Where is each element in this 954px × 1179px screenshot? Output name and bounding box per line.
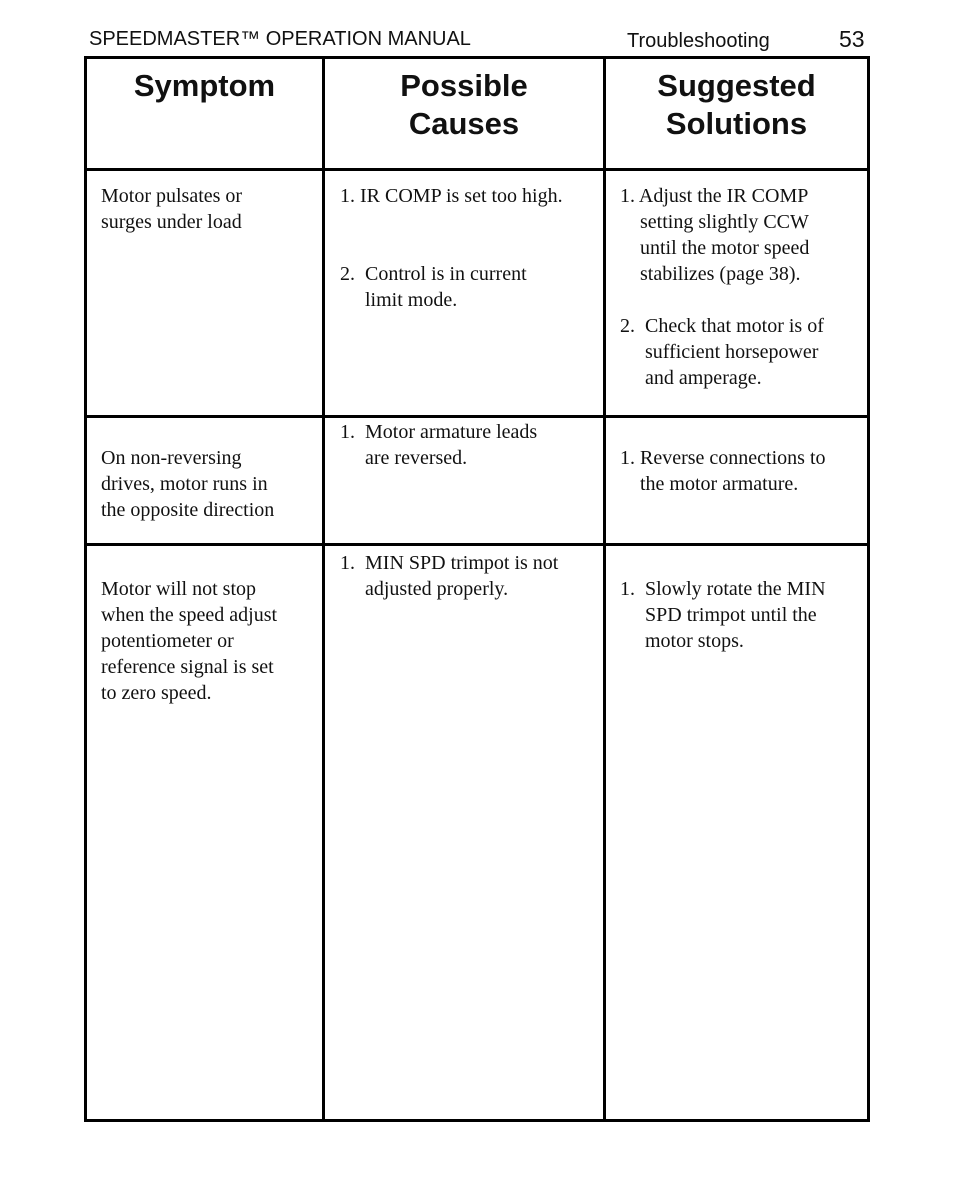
column-header-suggested-solutions: Suggested Solutions	[657, 68, 816, 141]
row-2-causes	[340, 419, 537, 471]
column-divider	[603, 59, 606, 1119]
row-2-symptom: On non-reversing drives, motor runs in the opposite direction	[101, 447, 275, 521]
page-number: 53	[839, 26, 865, 52]
row-1-solutions	[620, 183, 824, 391]
column-divider	[322, 59, 325, 1119]
row-divider	[87, 168, 867, 171]
cause-item: 1. IR COMP is set too high.	[340, 185, 563, 207]
cause-item: 1. Motor armature leads are reversed.	[340, 421, 538, 469]
row-divider	[87, 415, 867, 418]
row-2-solutions	[620, 445, 826, 497]
solution-item: 1. Reverse connections to the motor armature.	[620, 447, 826, 495]
section-title: Troubleshooting	[627, 30, 770, 52]
solution-item: 2. Check that motor is of sufficient horsepower and amperage.	[620, 315, 824, 389]
row-3-causes	[340, 550, 558, 602]
row-divider	[87, 543, 867, 546]
column-header-possible-causes: Possible Causes	[400, 68, 528, 141]
solution-item: 1. Slowly rotate the MIN SPD trimpot until the motor stops.	[620, 578, 826, 652]
cause-item: 1. MIN SPD trimpot is not adjusted properly.	[340, 552, 559, 600]
troubleshooting-table	[84, 56, 870, 1122]
cause-item: 2. Control is in current limit mode.	[340, 263, 527, 311]
row-1-causes	[340, 183, 563, 313]
solution-item: 1. Adjust the IR COMP setting slightly CCW until the motor speed stabilizes (page 38).	[620, 185, 810, 285]
row-3-symptom: Motor will not stop when the speed adjust potentiometer or reference signal is set to zero speed.	[101, 578, 278, 704]
row-1-symptom: Motor pulsates or surges under load	[101, 185, 243, 233]
manual-title: SPEEDMASTER™ OPERATION MANUAL	[89, 28, 471, 50]
column-header-symptom: Symptom	[133, 68, 276, 103]
row-3-solutions	[620, 576, 826, 654]
